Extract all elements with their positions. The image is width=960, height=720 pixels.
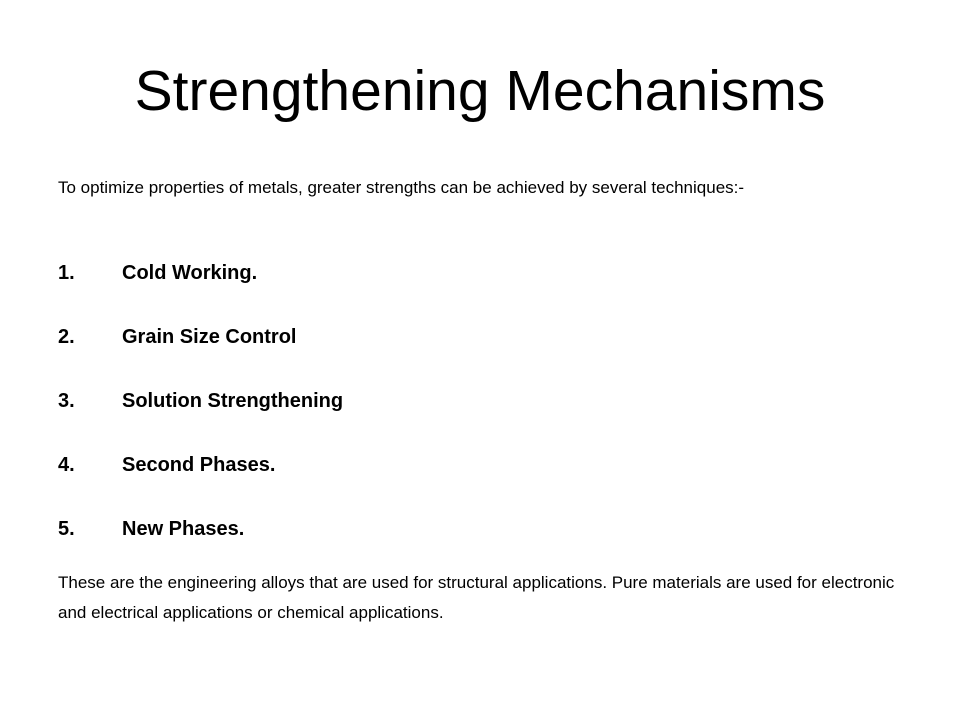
list-item xyxy=(58,450,343,514)
list-item-number: 4. xyxy=(58,454,75,476)
list-item-number: 2. xyxy=(58,326,75,348)
outro-paragraph: These are the engineering alloys that are used for structural applications. Pure materials are used for electronic and electrical applications or chemical applications. xyxy=(58,573,895,622)
list-item xyxy=(58,258,343,322)
intro-paragraph: To optimize properties of metals, greater strengths can be achieved by several techniques:- xyxy=(58,178,745,197)
list-item xyxy=(58,386,343,450)
list-item-number: 1. xyxy=(58,262,75,284)
list-item-label: New Phases. xyxy=(122,518,245,540)
list-item-label: Second Phases. xyxy=(122,454,276,476)
slide-title: Strengthening Mechanisms xyxy=(134,59,826,123)
list-item-number: 3. xyxy=(58,390,75,412)
list-item-label: Solution Strengthening xyxy=(122,390,344,412)
list-item-number: 5. xyxy=(58,518,75,540)
list-item-label: Cold Working. xyxy=(122,262,258,284)
technique-list xyxy=(58,258,343,578)
list-item-label: Grain Size Control xyxy=(122,326,297,348)
list-item xyxy=(58,322,343,386)
